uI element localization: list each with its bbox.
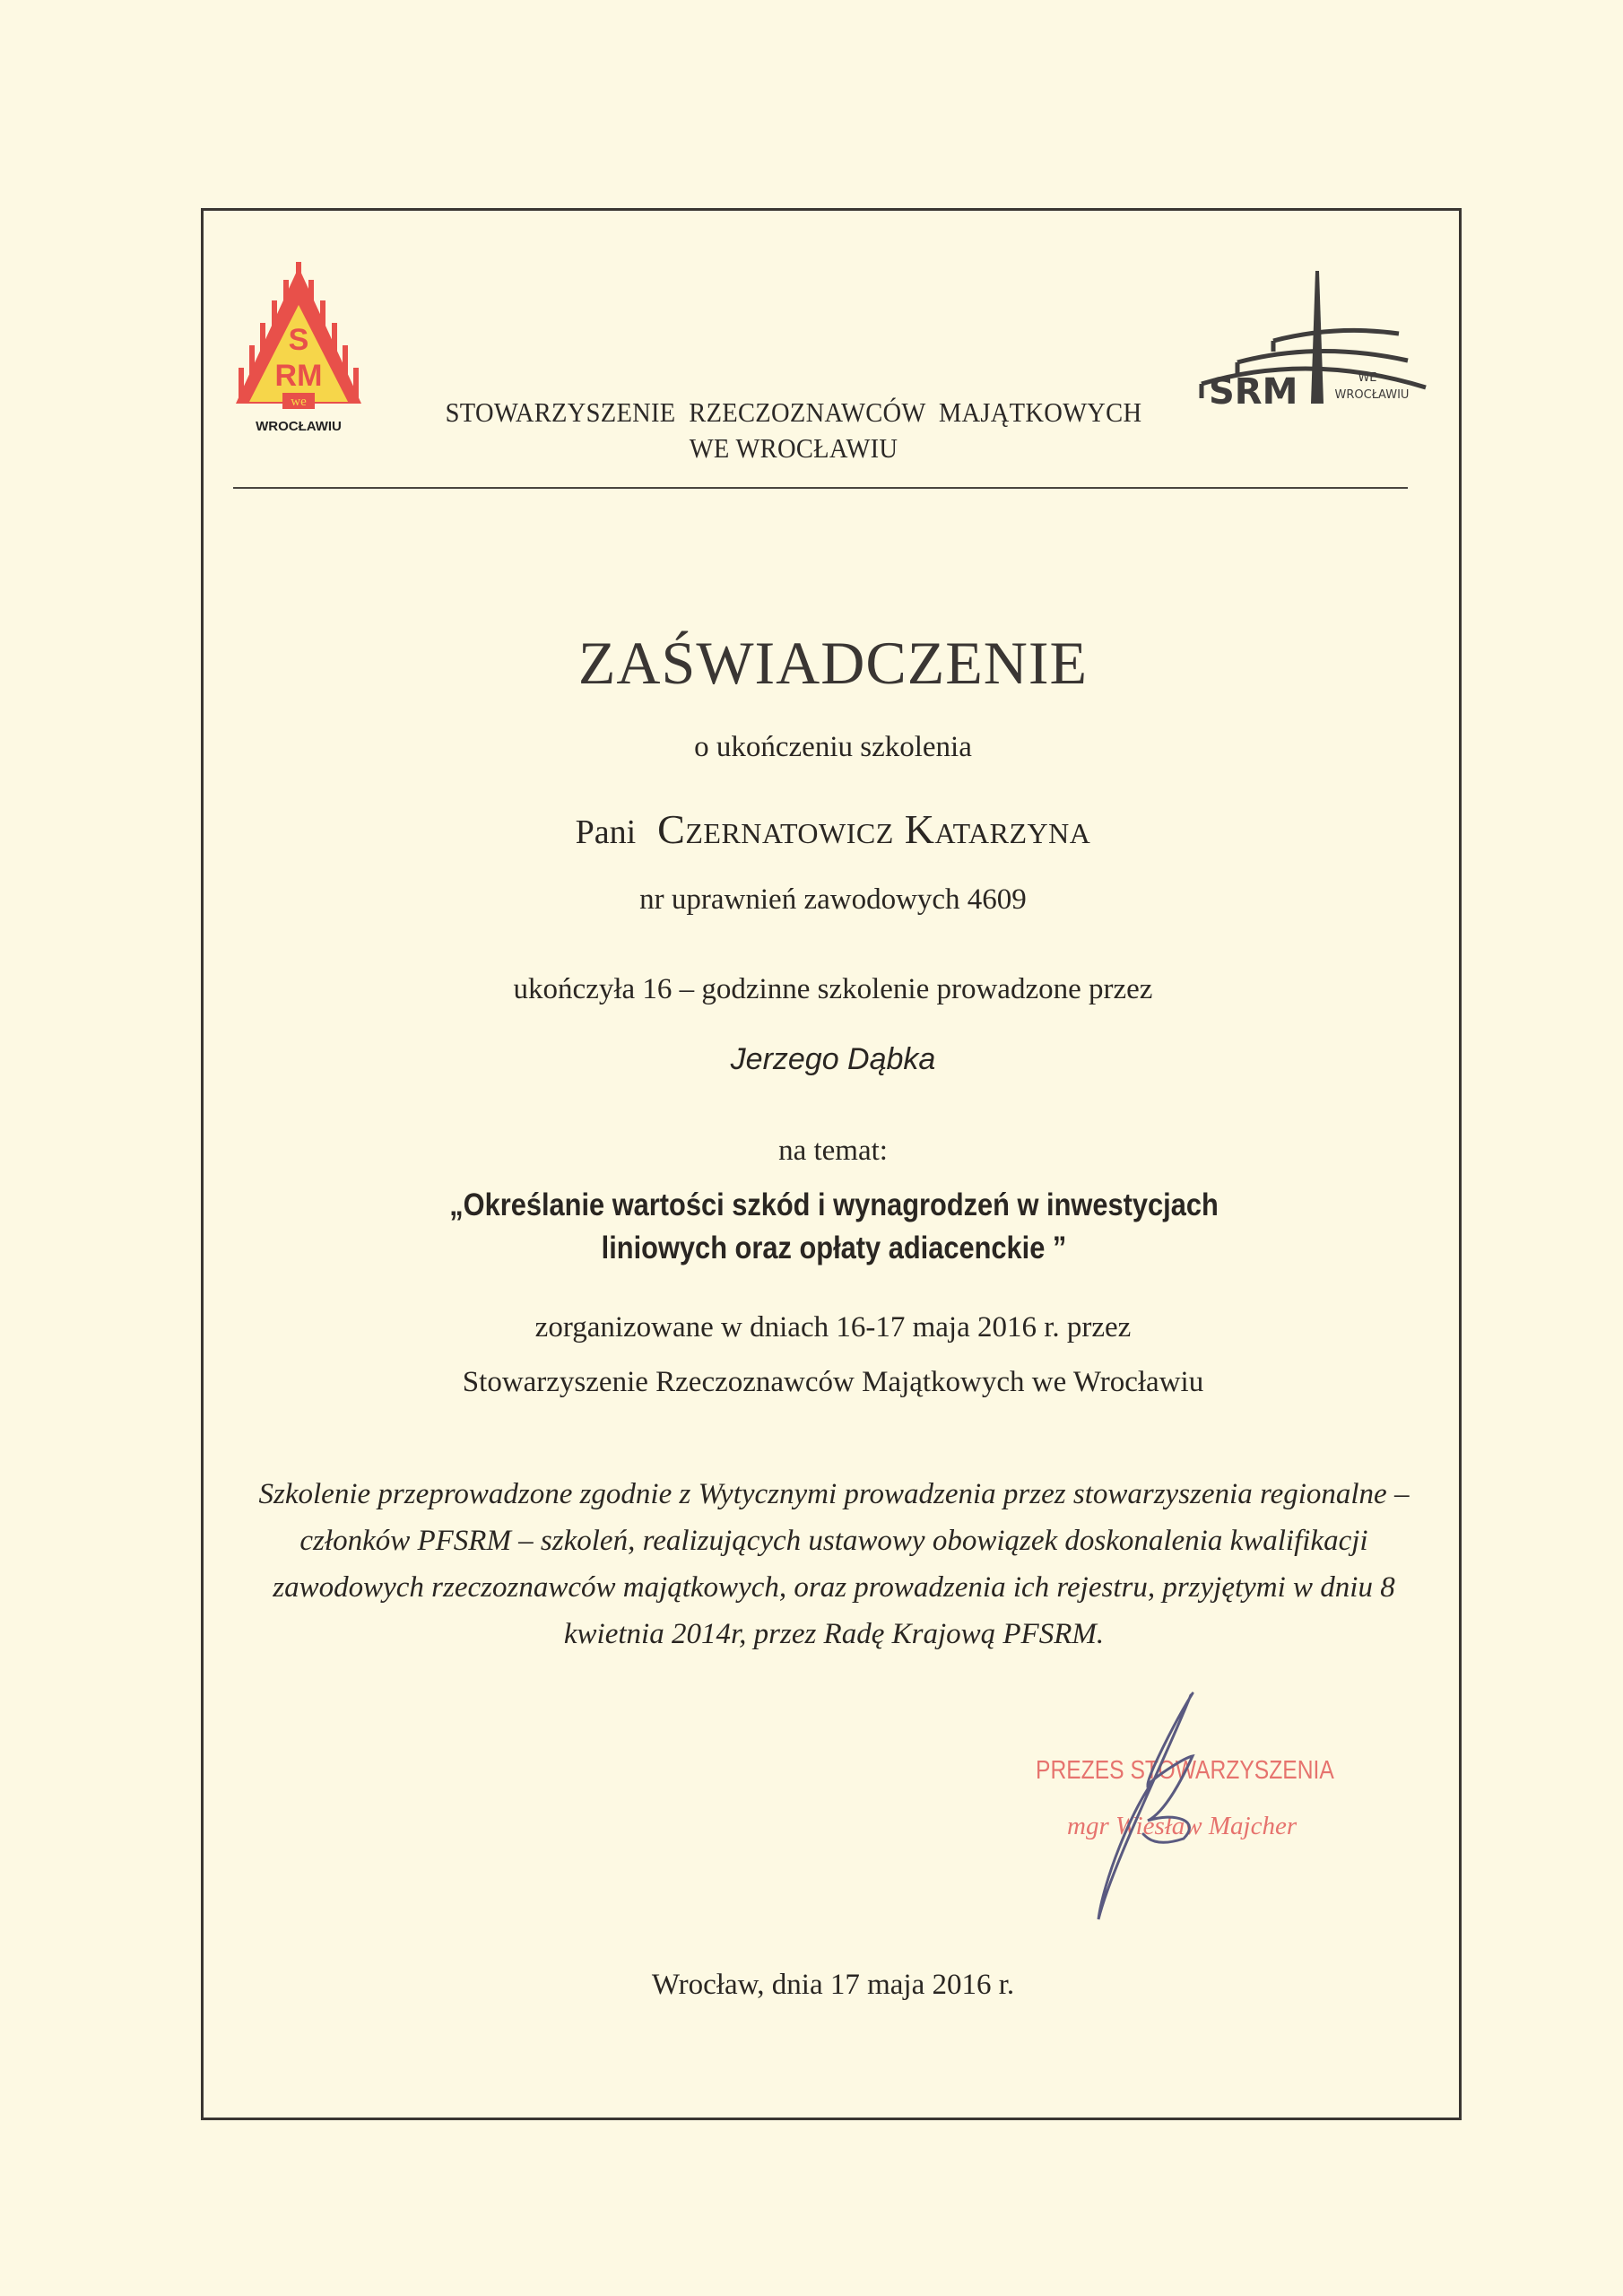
trainer-name: Jerzego Dąbka [730, 1042, 936, 1076]
organizer-name: Stowarzyszenie Rzeczoznawców Majątkowych we Wrocławiu [462, 1366, 1204, 1398]
training-topic-text: „Określanie wartości szkód i wynagrodzeń w inwestycjach liniowych oraz opłaty adiacenckie ” [449, 1187, 1219, 1265]
srm-wroclaw-cathedral-logo-icon [231, 260, 366, 439]
organization-name [410, 395, 1177, 466]
signature-icon [1058, 1686, 1237, 1928]
recipient-name: Czernatowicz Katarzyna [657, 806, 1091, 852]
organized-dates: zorganizowane w dniach 16-17 maja 2016 r. przez [534, 1311, 1132, 1344]
svg-text:we: we [291, 395, 307, 409]
certificate-title: ZAŚWIADCZENIE [577, 629, 1089, 697]
svg-text:WROCŁAWIU: WROCŁAWIU [1334, 388, 1410, 402]
stamp-name: mgr Wiesław Majcher [1067, 1812, 1298, 1840]
svg-text:RM: RM [274, 359, 323, 393]
training-topic [400, 1184, 1268, 1270]
stamp-title: PREZES STOWARZYSZENIA [1036, 1756, 1334, 1785]
svg-text:WE: WE [1358, 371, 1377, 385]
legal-note [233, 1471, 1435, 1657]
header-divider [233, 487, 1408, 489]
place-and-date: Wrocław, dnia 17 maja 2016 r. [651, 1969, 1015, 2001]
recipient-salutation: Pani [575, 813, 637, 851]
svg-text:SRM: SRM [1209, 371, 1298, 405]
license-number: nr uprawnień zawodowych 4609 [639, 883, 1027, 916]
certificate-subtitle: o ukończeniu szkolenia [694, 731, 972, 763]
topic-label: na temat: [778, 1135, 888, 1167]
recipient [201, 805, 1465, 853]
organization-name-line2: WE WROCŁAWIU [689, 432, 898, 464]
legal-note-text: Szkolenie przeprowadzone zgodnie z Wytycznymi prowadzenia przez stowarzyszenia regionalne – członków PFSRM – szkoleń, realizujących ustawowy obowiązek doskonalenia kwalifikacji zawodowych rzeczoznawców majątkowych, oraz prowadzenia ich rejestru, przyjętymi w dniu 8 kwietnia 2014r, przez Radę Krajową PFSRM. [258, 1478, 1410, 1650]
completion-statement: ukończyła 16 – godzinne szkolenie prowadzone przez [513, 973, 1153, 1005]
srm-bridge-logo-icon [1184, 262, 1435, 405]
svg-text:WROCŁAWIU: WROCŁAWIU [256, 419, 342, 434]
svg-text:S: S [288, 323, 309, 357]
organization-name-line1: STOWARZYSZENIE RZECZOZNAWCÓW MAJĄTKOWYCH [445, 396, 1142, 428]
